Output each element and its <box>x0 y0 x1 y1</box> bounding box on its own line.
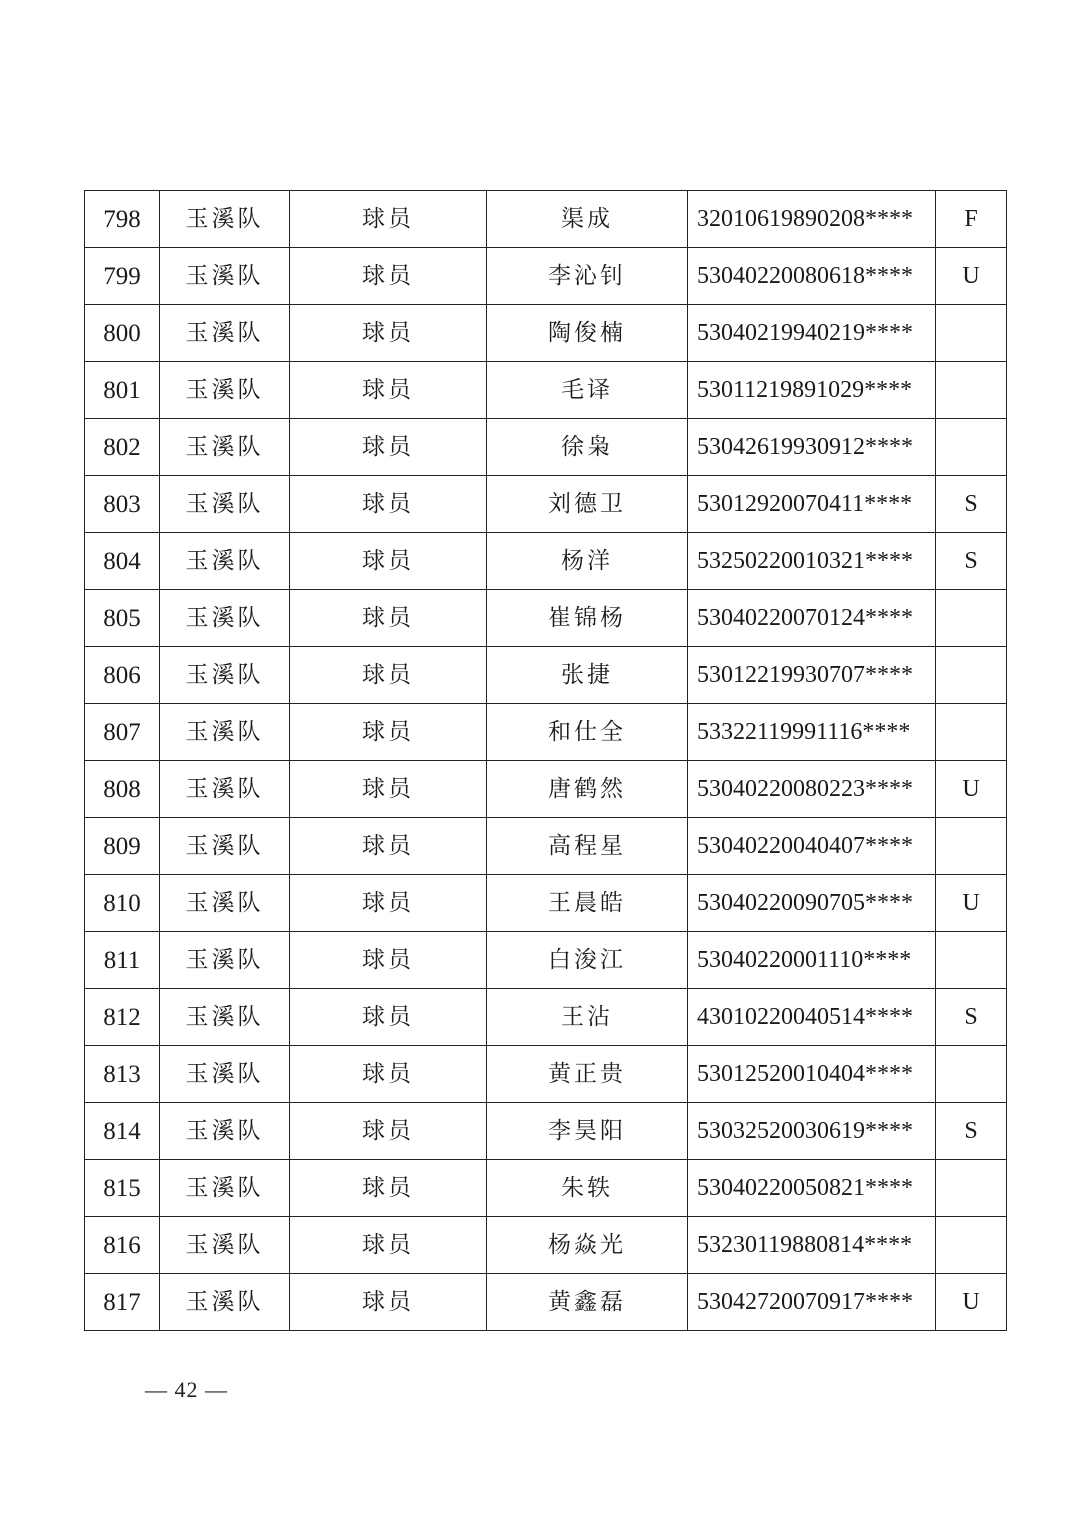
row-number-cell: 815 <box>85 1160 160 1217</box>
table-row <box>85 191 1007 248</box>
row-number-cell: 800 <box>85 305 160 362</box>
team-cell: 玉溪队 <box>160 647 290 704</box>
id-number-cell: 53042720070917**** <box>688 1274 936 1331</box>
team-cell: 玉溪队 <box>160 818 290 875</box>
player-name-cell: 杨洋 <box>487 533 688 590</box>
table-row <box>85 1217 1007 1274</box>
table-row <box>85 590 1007 647</box>
id-number-cell: 53040220080223**** <box>688 761 936 818</box>
id-number-cell: 53040220040407**** <box>688 818 936 875</box>
status-tag-cell <box>936 305 1007 362</box>
team-cell: 玉溪队 <box>160 191 290 248</box>
table-row <box>85 989 1007 1046</box>
id-number-cell: 53012219930707**** <box>688 647 936 704</box>
team-cell: 玉溪队 <box>160 1160 290 1217</box>
player-name-cell: 毛译 <box>487 362 688 419</box>
status-tag-cell <box>936 419 1007 476</box>
status-tag-cell <box>936 590 1007 647</box>
table-row <box>85 875 1007 932</box>
role-cell: 球员 <box>290 989 487 1046</box>
row-number-cell: 802 <box>85 419 160 476</box>
row-number-cell: 806 <box>85 647 160 704</box>
team-cell: 玉溪队 <box>160 761 290 818</box>
row-number-cell: 809 <box>85 818 160 875</box>
status-tag-cell: S <box>936 476 1007 533</box>
role-cell: 球员 <box>290 818 487 875</box>
table-row <box>85 476 1007 533</box>
role-cell: 球员 <box>290 590 487 647</box>
status-tag-cell: U <box>936 248 1007 305</box>
player-name-cell: 王晨皓 <box>487 875 688 932</box>
row-number-cell: 799 <box>85 248 160 305</box>
status-tag-cell <box>936 704 1007 761</box>
status-tag-cell: S <box>936 989 1007 1046</box>
table-row <box>85 932 1007 989</box>
table-row <box>85 305 1007 362</box>
row-number-cell: 817 <box>85 1274 160 1331</box>
role-cell: 球员 <box>290 1217 487 1274</box>
player-name-cell: 唐鹤然 <box>487 761 688 818</box>
row-number-cell: 816 <box>85 1217 160 1274</box>
role-cell: 球员 <box>290 533 487 590</box>
id-number-cell: 53012520010404**** <box>688 1046 936 1103</box>
role-cell: 球员 <box>290 191 487 248</box>
table-row <box>85 1046 1007 1103</box>
id-number-cell: 53040220001110**** <box>688 932 936 989</box>
role-cell: 球员 <box>290 1046 487 1103</box>
id-number-cell: 32010619890208**** <box>688 191 936 248</box>
team-cell: 玉溪队 <box>160 1274 290 1331</box>
player-name-cell: 朱轶 <box>487 1160 688 1217</box>
role-cell: 球员 <box>290 305 487 362</box>
row-number-cell: 812 <box>85 989 160 1046</box>
team-cell: 玉溪队 <box>160 305 290 362</box>
roster-table-body <box>85 191 1007 1331</box>
role-cell: 球员 <box>290 932 487 989</box>
status-tag-cell: S <box>936 1103 1007 1160</box>
status-tag-cell <box>936 1046 1007 1103</box>
status-tag-cell <box>936 362 1007 419</box>
table-row <box>85 647 1007 704</box>
status-tag-cell: F <box>936 191 1007 248</box>
player-name-cell: 李昊阳 <box>487 1103 688 1160</box>
row-number-cell: 803 <box>85 476 160 533</box>
id-number-cell: 53322119991116**** <box>688 704 936 761</box>
player-name-cell: 张捷 <box>487 647 688 704</box>
table-row <box>85 362 1007 419</box>
player-name-cell: 徐枭 <box>487 419 688 476</box>
id-number-cell: 43010220040514**** <box>688 989 936 1046</box>
table-row <box>85 1274 1007 1331</box>
roster-table <box>84 190 1007 1331</box>
table-row <box>85 761 1007 818</box>
id-number-cell: 53011219891029**** <box>688 362 936 419</box>
player-name-cell: 刘德卫 <box>487 476 688 533</box>
id-number-cell: 53040220090705**** <box>688 875 936 932</box>
team-cell: 玉溪队 <box>160 590 290 647</box>
player-name-cell: 杨焱光 <box>487 1217 688 1274</box>
role-cell: 球员 <box>290 362 487 419</box>
role-cell: 球员 <box>290 248 487 305</box>
role-cell: 球员 <box>290 419 487 476</box>
player-name-cell: 黄正贵 <box>487 1046 688 1103</box>
row-number-cell: 801 <box>85 362 160 419</box>
table-row <box>85 419 1007 476</box>
id-number-cell: 53040220080618**** <box>688 248 936 305</box>
team-cell: 玉溪队 <box>160 704 290 761</box>
role-cell: 球员 <box>290 875 487 932</box>
team-cell: 玉溪队 <box>160 875 290 932</box>
row-number-cell: 798 <box>85 191 160 248</box>
row-number-cell: 811 <box>85 932 160 989</box>
row-number-cell: 805 <box>85 590 160 647</box>
table-row <box>85 1103 1007 1160</box>
team-cell: 玉溪队 <box>160 1046 290 1103</box>
player-name-cell: 陶俊楠 <box>487 305 688 362</box>
id-number-cell: 53230119880814**** <box>688 1217 936 1274</box>
table-row <box>85 248 1007 305</box>
status-tag-cell <box>936 1217 1007 1274</box>
player-name-cell: 渠成 <box>487 191 688 248</box>
id-number-cell: 53032520030619**** <box>688 1103 936 1160</box>
table-row <box>85 1160 1007 1217</box>
id-number-cell: 53012920070411**** <box>688 476 936 533</box>
id-number-cell: 53040220050821**** <box>688 1160 936 1217</box>
status-tag-cell: U <box>936 1274 1007 1331</box>
status-tag-cell <box>936 818 1007 875</box>
team-cell: 玉溪队 <box>160 1217 290 1274</box>
table-row <box>85 818 1007 875</box>
team-cell: 玉溪队 <box>160 989 290 1046</box>
id-number-cell: 53040220070124**** <box>688 590 936 647</box>
id-number-cell: 53042619930912**** <box>688 419 936 476</box>
role-cell: 球员 <box>290 476 487 533</box>
row-number-cell: 813 <box>85 1046 160 1103</box>
team-cell: 玉溪队 <box>160 362 290 419</box>
role-cell: 球员 <box>290 1274 487 1331</box>
role-cell: 球员 <box>290 761 487 818</box>
team-cell: 玉溪队 <box>160 932 290 989</box>
status-tag-cell <box>936 932 1007 989</box>
status-tag-cell <box>936 1160 1007 1217</box>
player-name-cell: 李沁钊 <box>487 248 688 305</box>
status-tag-cell: U <box>936 875 1007 932</box>
player-name-cell: 和仕全 <box>487 704 688 761</box>
row-number-cell: 804 <box>85 533 160 590</box>
role-cell: 球员 <box>290 1160 487 1217</box>
player-name-cell: 黄鑫磊 <box>487 1274 688 1331</box>
team-cell: 玉溪队 <box>160 248 290 305</box>
status-tag-cell <box>936 647 1007 704</box>
row-number-cell: 807 <box>85 704 160 761</box>
page-number: — 42 — <box>145 1377 228 1402</box>
team-cell: 玉溪队 <box>160 476 290 533</box>
team-cell: 玉溪队 <box>160 1103 290 1160</box>
player-name-cell: 白浚江 <box>487 932 688 989</box>
row-number-cell: 808 <box>85 761 160 818</box>
player-name-cell: 王沾 <box>487 989 688 1046</box>
role-cell: 球员 <box>290 647 487 704</box>
table-row <box>85 533 1007 590</box>
role-cell: 球员 <box>290 704 487 761</box>
role-cell: 球员 <box>290 1103 487 1160</box>
id-number-cell: 53250220010321**** <box>688 533 936 590</box>
player-name-cell: 高程星 <box>487 818 688 875</box>
table-row <box>85 704 1007 761</box>
row-number-cell: 810 <box>85 875 160 932</box>
status-tag-cell: S <box>936 533 1007 590</box>
status-tag-cell: U <box>936 761 1007 818</box>
player-name-cell: 崔锦杨 <box>487 590 688 647</box>
team-cell: 玉溪队 <box>160 419 290 476</box>
row-number-cell: 814 <box>85 1103 160 1160</box>
id-number-cell: 53040219940219**** <box>688 305 936 362</box>
team-cell: 玉溪队 <box>160 533 290 590</box>
